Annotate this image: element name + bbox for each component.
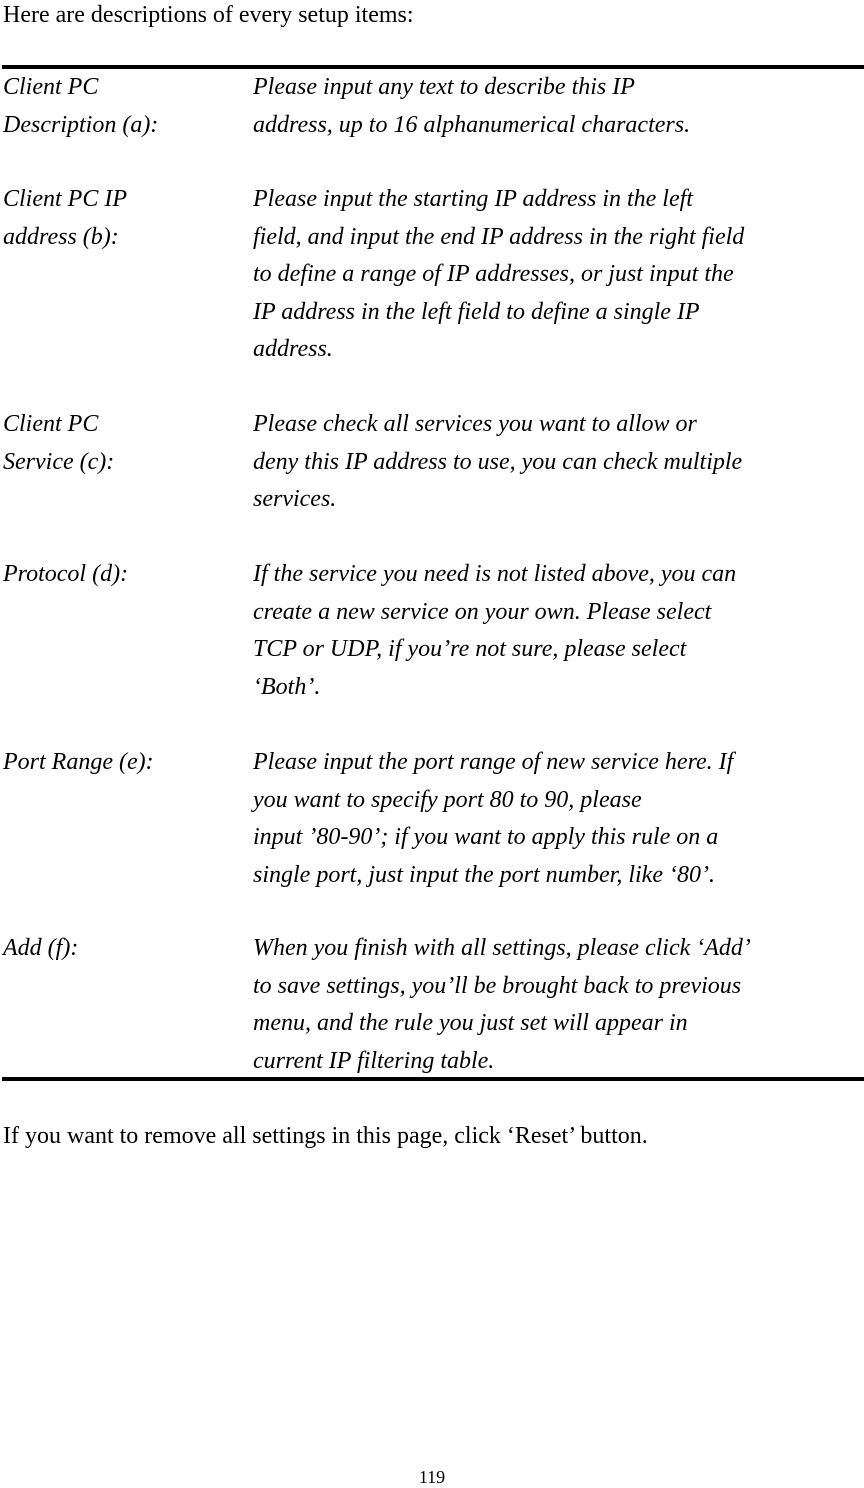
description-line: If the service you need is not listed above, you can bbox=[253, 561, 737, 587]
intro-text: Here are descriptions of every setup items: bbox=[3, 2, 414, 28]
description-line: address. bbox=[253, 336, 333, 362]
item-label bbox=[3, 930, 243, 968]
description-line: address, up to 16 alphanumerical characters. bbox=[253, 111, 691, 138]
item-label bbox=[3, 556, 243, 594]
description-line: Please input any text to describe this IP bbox=[253, 74, 635, 100]
description-line: deny this IP address to use, you can check multiple bbox=[253, 448, 743, 475]
label-line: Client PC bbox=[3, 411, 99, 437]
label-line: Add (f): bbox=[3, 935, 79, 961]
page-number: 119 bbox=[418, 1467, 446, 1487]
description-line: Please input the starting IP address in the left bbox=[253, 186, 693, 212]
label-line: Client PC IP bbox=[3, 186, 127, 212]
item-label bbox=[3, 69, 243, 144]
description-line: single port, just input the port number, like ‘80’. bbox=[253, 861, 715, 888]
description-line: Please check all services you want to allow or bbox=[253, 411, 697, 437]
item-description bbox=[253, 930, 861, 1080]
description-line: to save settings, you’ll be brought back to previous bbox=[253, 972, 742, 999]
description-line: to define a range of IP addresses, or just input the bbox=[253, 261, 734, 287]
item-description bbox=[253, 181, 861, 369]
description-line: Please input the port range of new service here. If bbox=[253, 749, 734, 775]
description-line: menu, and the rule you just set will appear in bbox=[253, 1010, 688, 1036]
description-line: field, and input the end IP address in the right field bbox=[253, 223, 745, 250]
description-line: ‘Both’. bbox=[253, 673, 321, 700]
description-line: When you finish with all settings, please click ‘Add’ bbox=[253, 935, 751, 961]
item-label bbox=[3, 406, 243, 481]
item-description bbox=[253, 744, 861, 894]
description-line: input ’80-90’; if you want to apply this rule on a bbox=[253, 824, 719, 850]
item-description bbox=[253, 556, 861, 706]
item-label bbox=[3, 744, 243, 782]
label-line: Port Range (e): bbox=[3, 749, 154, 775]
item-label bbox=[3, 181, 243, 256]
description-line: you want to specify port 80 to 90, please bbox=[253, 786, 642, 813]
description-line: create a new service on your own. Please select bbox=[253, 598, 712, 625]
label-line: Protocol (d): bbox=[3, 561, 129, 587]
description-line: TCP or UDP, if you’re not sure, please select bbox=[253, 636, 687, 662]
item-description bbox=[253, 406, 861, 519]
description-line: IP address in the left field to define a single IP bbox=[253, 298, 700, 325]
item-description bbox=[253, 69, 861, 144]
description-line: services. bbox=[253, 486, 337, 512]
label-line: Service (c): bbox=[3, 448, 115, 475]
table-bottom-rule bbox=[2, 1077, 864, 1081]
description-line: current IP filtering table. bbox=[253, 1047, 495, 1074]
label-line: address (b): bbox=[3, 223, 119, 250]
label-line: Client PC bbox=[3, 74, 99, 100]
reset-instruction-text: If you want to remove all settings in this page, click ‘Reset’ button. bbox=[3, 1123, 648, 1149]
label-line: Description (a): bbox=[3, 111, 159, 138]
